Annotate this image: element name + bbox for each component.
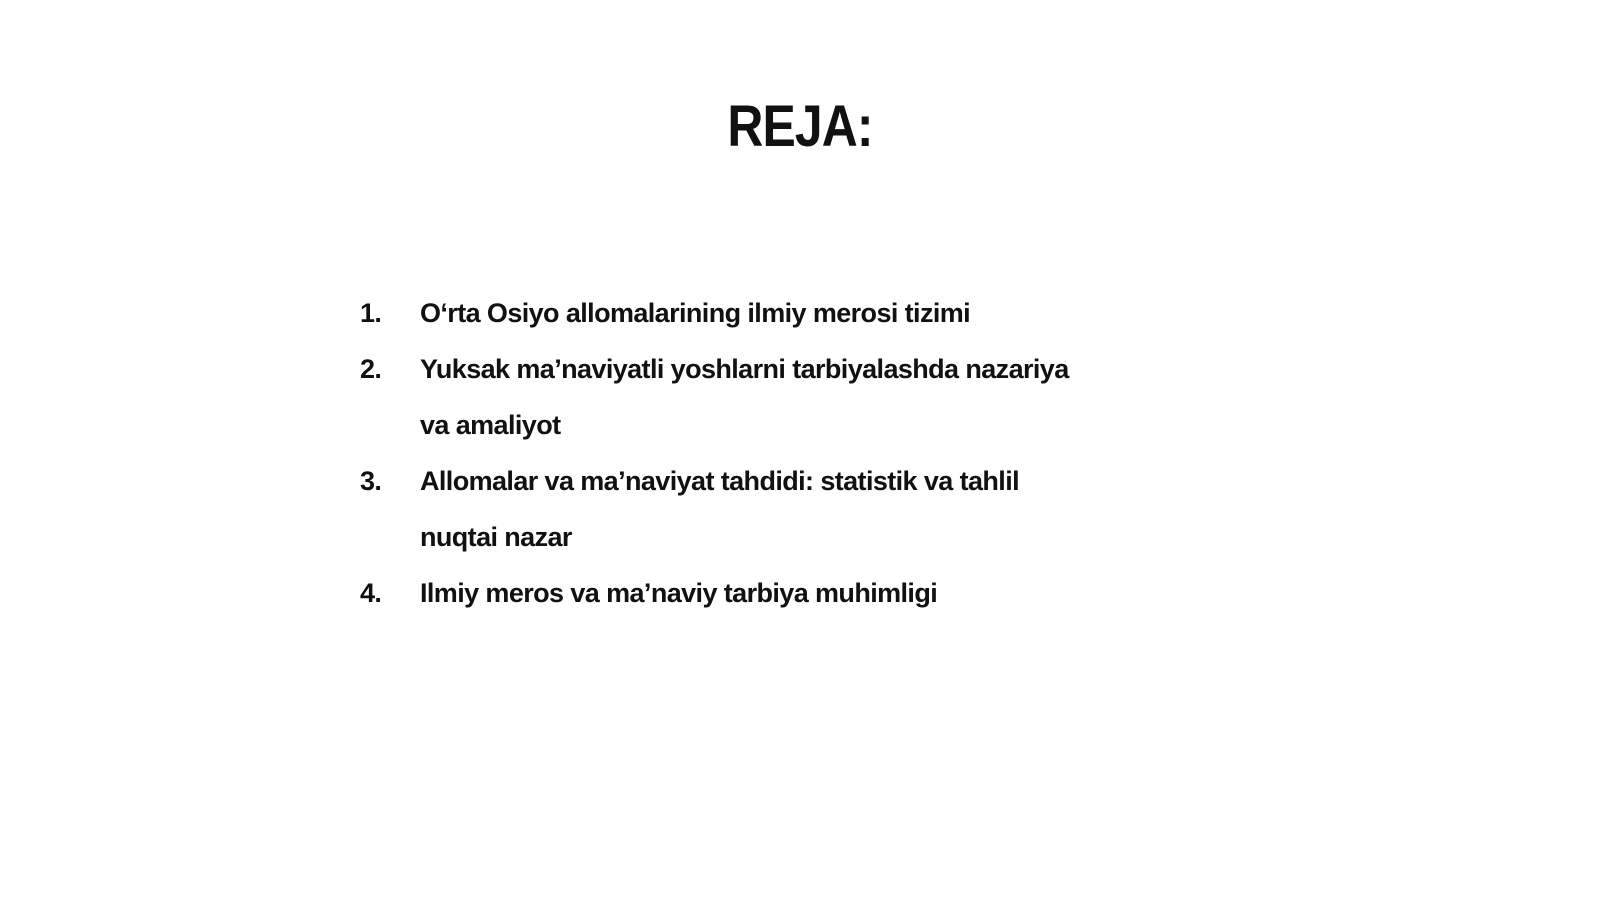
plan-list (360, 285, 1220, 621)
plan-item-2 (360, 341, 1220, 453)
plan-item-number: 2. (360, 354, 382, 384)
plan-item-number: 3. (360, 466, 382, 496)
plan-item-text: Allomalar va ma’naviyat tahdidi: statistik va tahlil nuqtai nazar (420, 466, 1020, 552)
plan-item-number: 1. (360, 298, 382, 328)
plan-item-3 (360, 453, 1220, 565)
plan-item-4 (360, 565, 1220, 621)
plan-item-text: O‘rta Osiyo allomalarining ilmiy merosi tizimi (420, 298, 971, 328)
slide-title: REJA: (727, 94, 873, 159)
plan-item-1 (360, 285, 1220, 341)
plan-item-text: Ilmiy meros va ma’naviy tarbiya muhimligi (420, 578, 938, 608)
plan-item-text: Yuksak ma’naviyatli yoshlarni tarbiyalashda nazariya va amaliyot (420, 354, 1069, 440)
plan-item-number: 4. (360, 578, 382, 608)
